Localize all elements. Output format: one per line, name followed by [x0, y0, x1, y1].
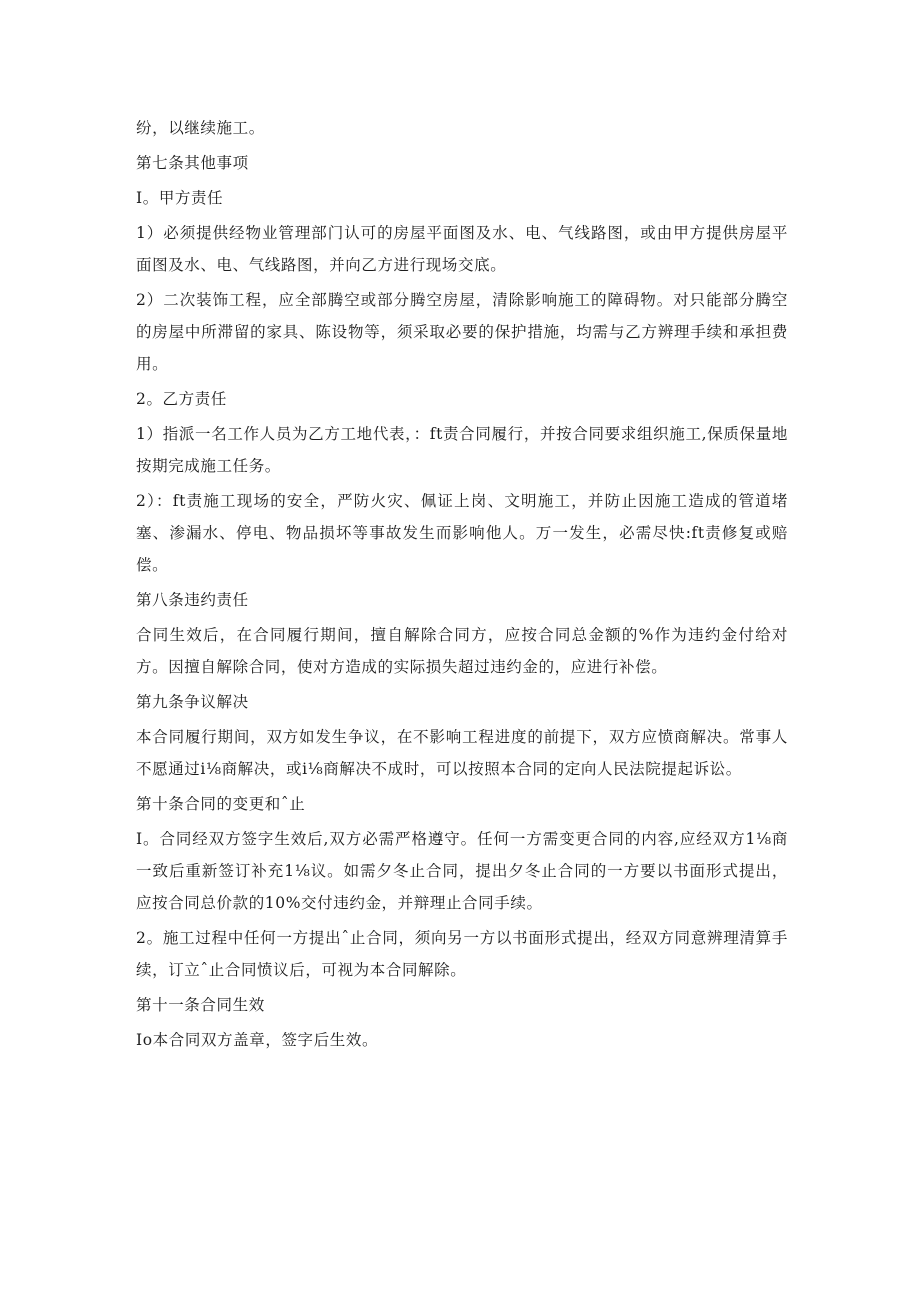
article-8-body: 合同生效后，在合同履行期间，擅自解除合同方，应按合同总金额的%作为违约金付给对方。因擅自解除合同，使对方造成的实际损失超过违约金的，应进行补偿。 — [136, 626, 788, 676]
article-9-heading: 第九条争议解决 — [136, 693, 249, 711]
article-11-heading: 第十一条合同生效 — [136, 996, 265, 1014]
article-7-heading: 第七条其他事项 — [136, 154, 249, 172]
party-b-clause-2: 2）：ft责施工现场的安全，严防火灾、佩证上岗、文明施工，并防止因施工造成的管道堵塞、渗漏水、停电、物品损坏等事故发生而影响他人。万一发生，必需尽快:ft责修复或赔偿。 — [136, 492, 788, 574]
article-10-clause-1: I。合同经双方签字生效后,双方必需严格遵守。任何一方需变更合同的内容,应经双方1⅛商一致后重新签订补充1⅛议。如需夕冬止合同，提出夕冬止合同的一方要以书面形式提出，应按合同总价款的10%交付违约金，并辩理止合同手续。 — [136, 830, 788, 912]
party-b-responsibility-heading: 2。乙方责任 — [136, 390, 227, 408]
paragraph-continuation: 纷，以继续施工。 — [136, 119, 265, 137]
party-b-clause-1: 1）指派一名工作人员为乙方工地代表，：ft责合同履行，并按合同要求组织施工,保质保量地按期完成施工任务。 — [136, 425, 788, 475]
document-body — [136, 112, 788, 1059]
article-11-clause-1: Io本合同双方盖章，签字后生效。 — [136, 1031, 379, 1049]
article-10-clause-2: 2。施工过程中任何一方提出ˆ止合同，须向另一方以书面形式提出，经双方同意辨理清算手续，订立ˆ止合同愤议后，可视为本合同解除。 — [136, 929, 788, 979]
article-9-body: 本合同履行期间，双方如发生争议，在不影响工程进度的前提下，双方应愤商解决。常事人不愿通过i⅛商解决，或i⅛商解决不成时，可以按照本合同的定向人民法院提起诉讼。 — [136, 728, 788, 778]
party-a-clause-2: 2）二次装饰工程，应全部腾空或部分腾空房屋，清除影响施工的障碍物。对只能部分腾空的房屋中所滞留的家具、陈设物等，须采取必要的保护措施，均需与乙方辨理手续和承担费用。 — [136, 291, 788, 373]
party-a-clause-1: 1）必须提供经物业管理部门认可的房屋平面图及水、电、气线路图，或由甲方提供房屋平面图及水、电、气线路图，并向乙方进行现场交底。 — [136, 224, 788, 274]
article-10-heading: 第十条合同的变更和ˆ止 — [136, 795, 306, 813]
article-8-heading: 第八条违约责任 — [136, 591, 249, 609]
party-a-responsibility-heading: I。甲方责任 — [136, 189, 224, 207]
